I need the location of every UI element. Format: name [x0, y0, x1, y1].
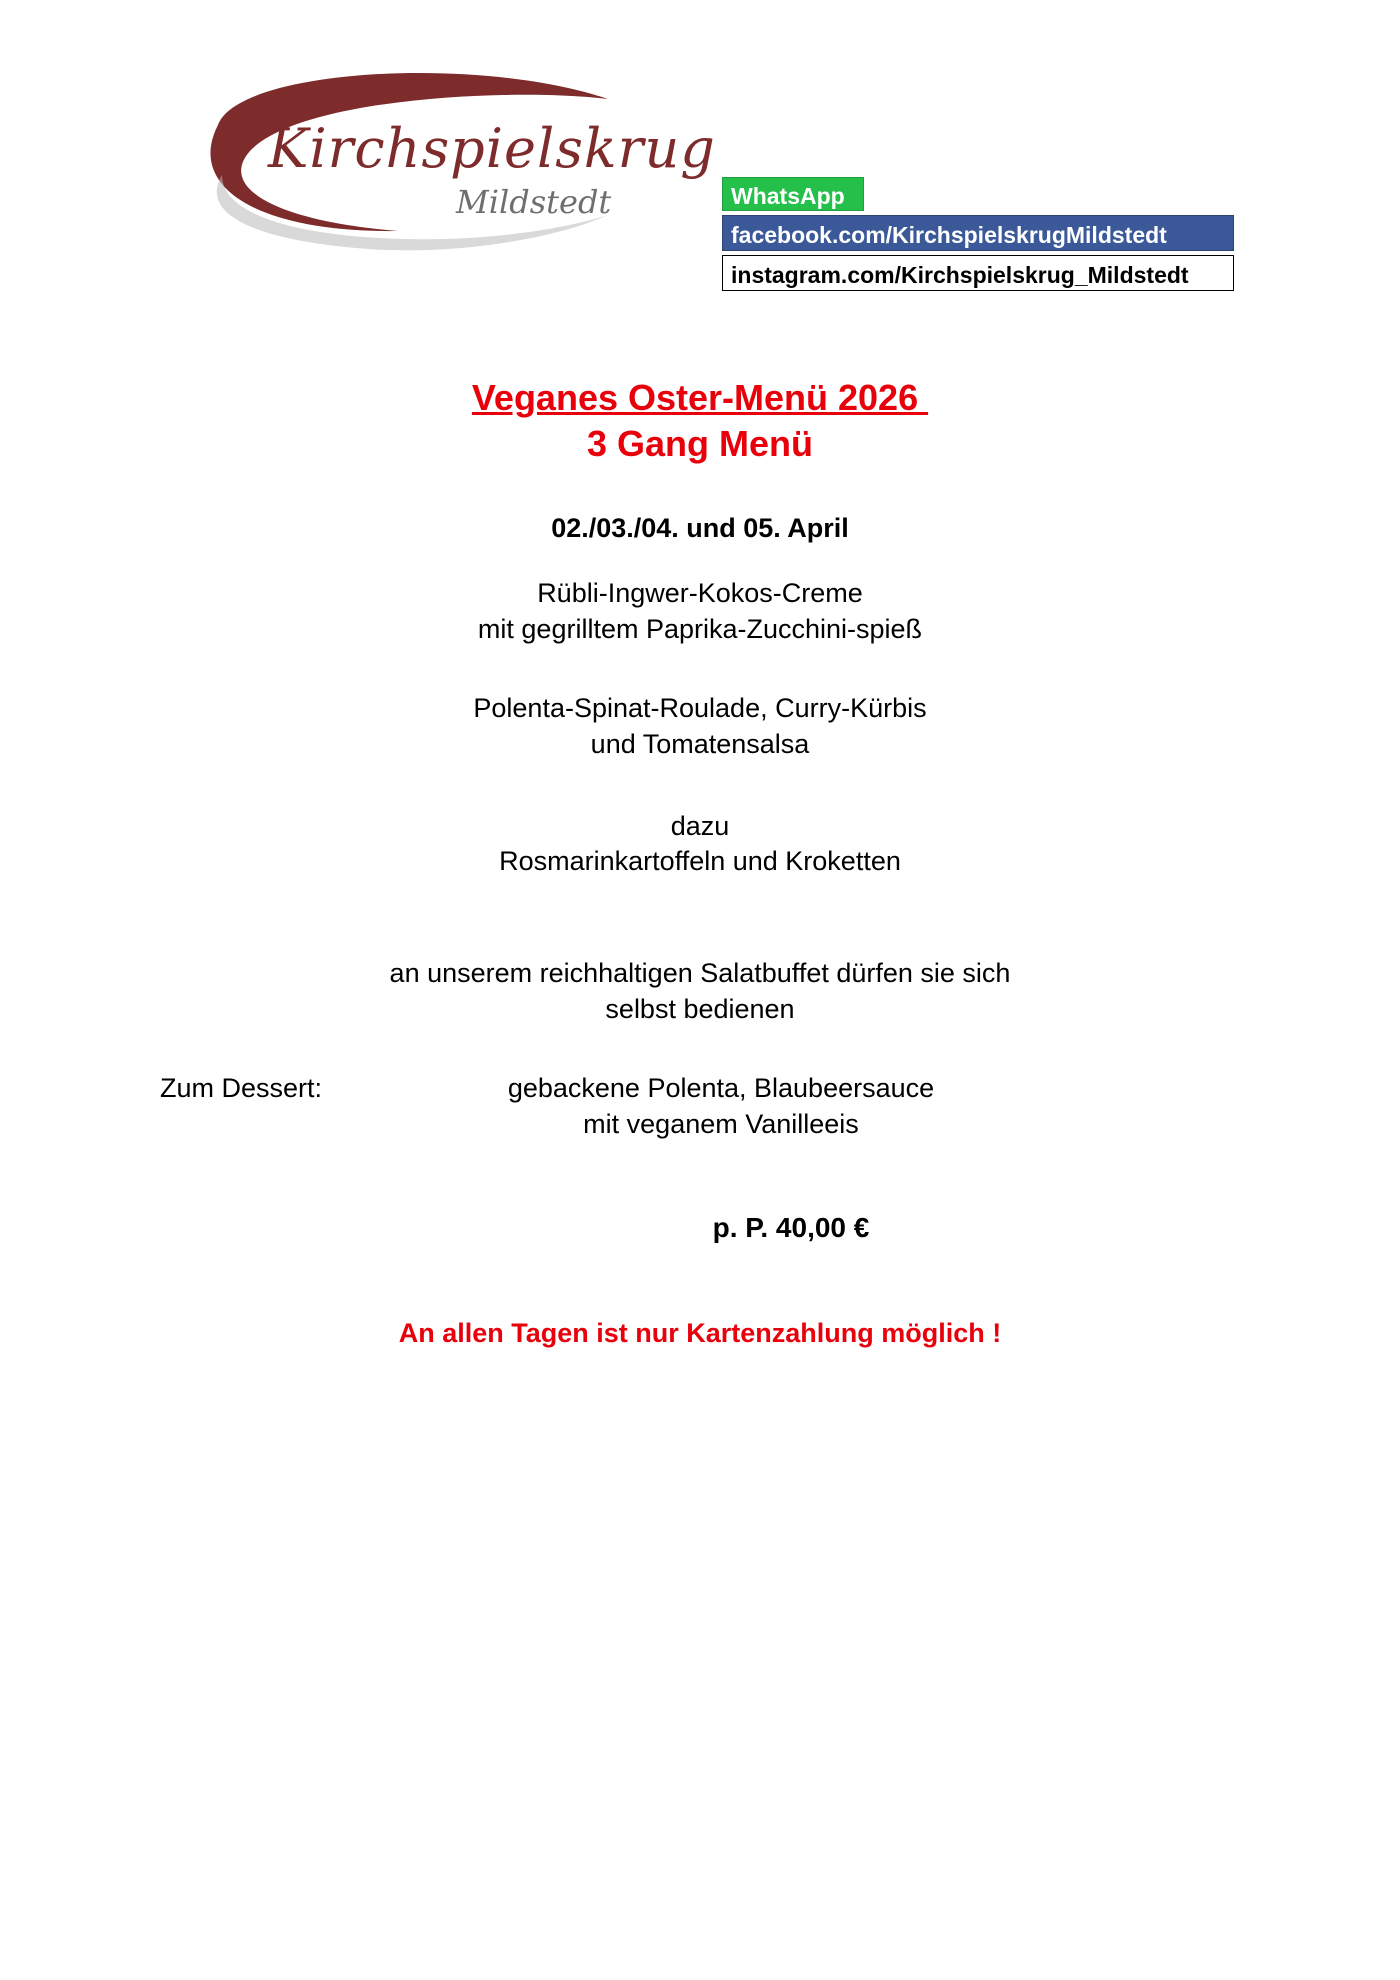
sides-line: Rosmarinkartoffeln und Kroketten [499, 846, 901, 877]
course-starter [0, 576, 1400, 647]
menu-content [0, 375, 1400, 1349]
buffet-line-1: an unserem reichhaltigen Salatbuffet dürfen sie sich [389, 957, 1011, 988]
course-main [0, 691, 1400, 762]
menu-price: p. P. 40,00 € [712, 1212, 870, 1244]
logo-location: Mildstedt [456, 183, 612, 221]
course-main-line-1: Polenta-Spinat-Roulade, Curry-Kürbis [473, 693, 927, 724]
buffet-line-2: selbst bedienen [605, 993, 795, 1024]
payment-notice: An allen Tagen ist nur Kartenzahlung möglich ! [398, 1318, 1002, 1349]
page-header [0, 55, 1400, 288]
page-title [0, 375, 1400, 467]
menu-title-line-2: 3 Gang Menü [586, 423, 814, 465]
menu-title-line-1: Veganes Oster-Menü 2026 [471, 377, 929, 418]
course-sides [0, 809, 1400, 880]
course-starter-line-1: Rübli-Ingwer-Kokos-Creme [537, 578, 863, 609]
restaurant-logo [178, 65, 716, 255]
instagram-link[interactable]: instagram.com/Kirchspielskrug_Mildstedt [722, 255, 1234, 291]
social-links [722, 177, 1242, 291]
whatsapp-badge[interactable]: WhatsApp [722, 177, 864, 211]
course-main-line-2: und Tomatensalsa [590, 729, 810, 760]
dessert-line-1: gebackene Polenta, Blaubeersauce [507, 1073, 935, 1104]
dessert-line-2: mit veganem Vanilleeis [583, 1108, 859, 1139]
menu-dates: 02./03./04. und 05. April [551, 513, 849, 544]
sides-label: dazu [670, 810, 730, 841]
logo-name: Kirchspielskrug [268, 117, 716, 180]
salad-buffet-note [0, 956, 1400, 1027]
dessert-label: Zum Dessert: [160, 1073, 323, 1104]
course-starter-line-2: mit gegrilltem Paprika-Zucchini-spieß [477, 613, 923, 644]
facebook-link[interactable]: facebook.com/KirchspielskrugMildstedt [722, 215, 1234, 251]
course-dessert [0, 1071, 1400, 1142]
